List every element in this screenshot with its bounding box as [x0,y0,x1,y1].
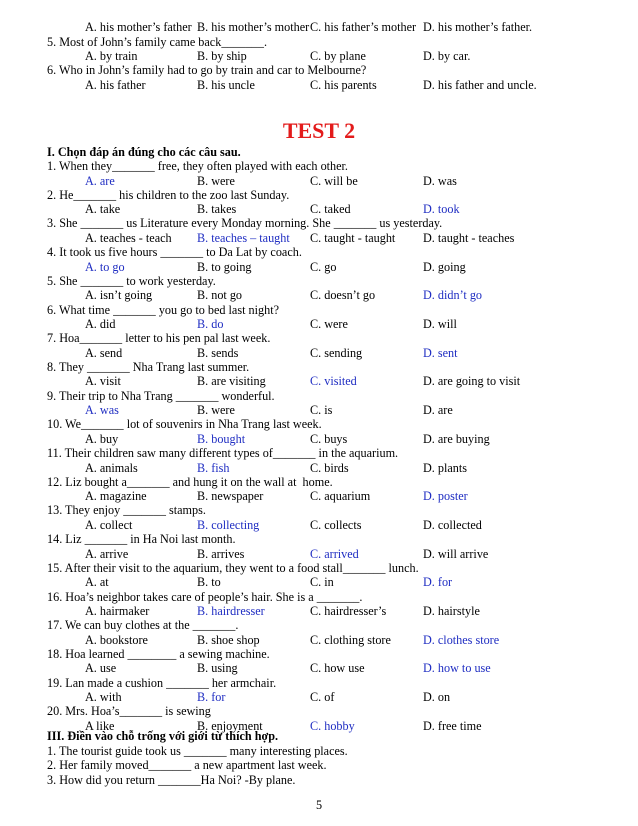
option-c: C. hobby [310,718,355,733]
option-b: B. bought [197,431,246,446]
option-a: A. send [85,345,123,360]
option-d: D. how to use [423,661,491,676]
prev-q5-options [85,49,625,63]
question-12-options [85,489,625,503]
question-13: 13. They enjoy _______ stamps. [47,503,206,518]
option-c: C. taked [310,202,351,217]
option-b: B. sends [197,345,239,360]
option-c: C. will be [310,173,358,188]
option-d: D. collected [423,517,482,532]
question-6: 6. What time _______ you go to bed last night? [47,302,279,317]
option-c: C. by plane [310,49,366,63]
option-a: A. to go [85,259,125,274]
option-a: A. buy [85,431,119,446]
question-11-options [85,461,625,475]
option-c: C. visited [310,374,357,389]
question-18: 18. Hoa learned ________ a sewing machine. [47,646,270,661]
option-a: A. was [85,403,119,418]
option-d: D. by car. [423,49,471,63]
question-16-options [85,604,625,618]
question-19-options [85,690,625,704]
prev-q6-options [85,78,625,92]
question-6-options [85,317,625,331]
option-d: D. will [423,317,457,331]
question-18-options [85,661,625,675]
option-c: C. were [310,317,348,331]
question-8-options [85,374,625,388]
question-16: 16. Hoa’s neighbor takes care of people’s hair. She is a _______. [47,589,363,604]
question-8: 8. They _______ Nha Trang last summer. [47,359,250,374]
question-3-options [85,231,625,245]
option-d: D. are buying [423,431,490,446]
option-b: B. his mother’s mother [197,20,310,34]
option-b: B. by ship [197,49,247,63]
option-c: C. of [310,690,335,705]
option-d: D. are [423,403,453,418]
question-11: 11. Their children saw many different types of_______ in the aquarium. [47,446,399,460]
section-3-heading: III. Điền vào chỗ trống với giới từ thích hợp. [47,729,279,743]
option-a: A. his mother’s father [85,20,192,34]
question-15: 15. After their visit to the aquarium, they went to a food stall_______ lunch. [47,560,419,575]
prev-question-6: 6. Who in John’s family had to go by train and car to Melbourne? [47,63,367,77]
fill-blank-item: 1. The tourist guide took us _______ many interesting places. [47,743,348,758]
question-1: 1. When they_______ free, they often played with each other. [47,159,348,173]
option-b: B. are visiting [197,374,266,389]
option-d: D. sent [423,345,458,360]
question-7-options [85,346,625,360]
option-b: B. collecting [197,517,260,532]
question-9: 9. Their trip to Nha Trang _______ wonderful. [47,388,275,403]
option-a: A. did [85,317,116,331]
option-c: C. hairdresser’s [310,604,387,618]
option-d: D. taught - teaches [423,230,515,245]
option-c: C. his father’s mother [310,20,417,34]
question-4: 4. It took us five hours _______ to Da Lat by coach. [47,245,302,260]
question-1-options [85,174,625,188]
section-1-heading: I. Chọn đáp án đúng cho các câu sau. [47,145,241,159]
option-a: A. magazine [85,489,147,504]
option-c: C. how use [310,661,365,676]
option-b: B. using [197,661,238,676]
fill-blank-item: 3. How did you return _______Ha Noi? -By plane. [47,772,296,787]
question-9-options [85,403,625,417]
option-c: C. collects [310,517,362,532]
question-20: 20. Mrs. Hoa’s_______ is sewing [47,704,211,719]
option-b: B. to [197,575,221,590]
option-a: A. are [85,173,115,188]
option-d: D. free time [423,718,482,733]
option-a: A. animals [85,460,138,475]
option-b: B. fish [197,460,230,475]
option-a: A. visit [85,374,121,389]
question-4-options [85,260,625,274]
option-c: C. in [310,575,334,590]
option-d: D. poster [423,489,468,504]
option-d: D. took [423,202,460,217]
option-d: D. plants [423,460,468,475]
question-3: 3. She _______ us Literature every Monday morning. She _______ us yesterday. [47,216,443,231]
option-b: B. enjoyment [197,718,263,733]
option-b: B. to going [197,259,252,274]
option-c: C. his parents [310,78,377,92]
option-b: B. hairdresser [197,604,265,618]
question-14: 14. Liz _______ in Ha Noi last month. [47,532,236,547]
option-b: B. takes [197,202,237,217]
question-13-options [85,518,625,532]
question-5: 5. She _______ to work yesterday. [47,273,216,288]
option-c: C. aquarium [310,489,371,504]
option-d: D. are going to visit [423,374,521,389]
option-d: D. hairstyle [423,604,480,618]
option-c: C. go [310,259,337,274]
option-b: B. teaches – taught [197,230,290,245]
question-15-options [85,575,625,589]
option-b: B. do [197,317,224,331]
question-5-options [85,288,625,302]
option-a: A. his father [85,78,146,92]
option-b: B. newspaper [197,489,264,504]
question-14-options [85,547,625,561]
option-a: A. at [85,575,109,590]
option-d: D. for [423,575,453,590]
option-a: A. isn’t going [85,288,153,303]
option-d: D. will arrive [423,546,489,561]
prev-q4-options [85,20,625,34]
option-c: C. arrived [310,546,359,561]
option-a: A. with [85,690,122,705]
question-2-options [85,202,625,216]
option-c: C. taught - taught [310,230,396,245]
option-a: A. collect [85,517,133,532]
option-b: B. not go [197,288,243,303]
question-12: 12. Liz bought a_______ and hung it on the wall at home. [47,474,333,489]
option-b: B. his uncle [197,78,255,92]
option-c: C. doesn’t go [310,288,376,303]
option-d: D. his mother’s father. [423,20,533,34]
page-number: 5 [315,798,323,812]
test-title: TEST 2 [282,118,356,143]
question-7: 7. Hoa_______ letter to his pen pal last week. [47,331,271,346]
question-17: 17. We can buy clothes at the _______. [47,618,239,633]
question-2: 2. He_______ his children to the zoo last Sunday. [47,187,290,202]
question-10-options [85,432,625,446]
option-d: D. was [423,173,457,188]
option-a: A like [85,718,115,733]
option-c: C. is [310,403,333,418]
option-c: C. sending [310,345,363,360]
option-a: A. hairmaker [85,604,150,618]
question-19: 19. Lan made a cushion _______ her armchair. [47,675,277,690]
fill-blank-item: 2. Her family moved_______ a new apartment last week. [47,758,327,772]
option-d: D. didn’t go [423,288,483,303]
option-d: D. on [423,690,451,705]
option-b: B. shoe shop [197,632,260,647]
option-b: B. for [197,690,226,705]
option-c: C. clothing store [310,632,391,647]
prev-question-5: 5. Most of John’s family came back_______. [47,35,268,49]
option-a: A. take [85,202,121,217]
option-a: A. bookstore [85,632,148,647]
option-c: C. buys [310,431,348,446]
option-b: B. arrives [197,546,245,561]
option-a: A. teaches - teach [85,230,172,245]
option-d: D. clothes store [423,632,500,647]
option-d: D. going [423,259,466,274]
option-b: B. were [197,173,235,188]
option-a: A. arrive [85,546,129,561]
option-c: C. birds [310,460,349,475]
question-17-options [85,633,625,647]
option-d: D. his father and uncle. [423,78,537,92]
option-b: B. were [197,403,235,418]
question-10: 10. We_______ lot of souvenirs in Nha Trang last week. [47,417,322,432]
option-a: A. by train [85,49,138,63]
option-a: A. use [85,661,117,676]
